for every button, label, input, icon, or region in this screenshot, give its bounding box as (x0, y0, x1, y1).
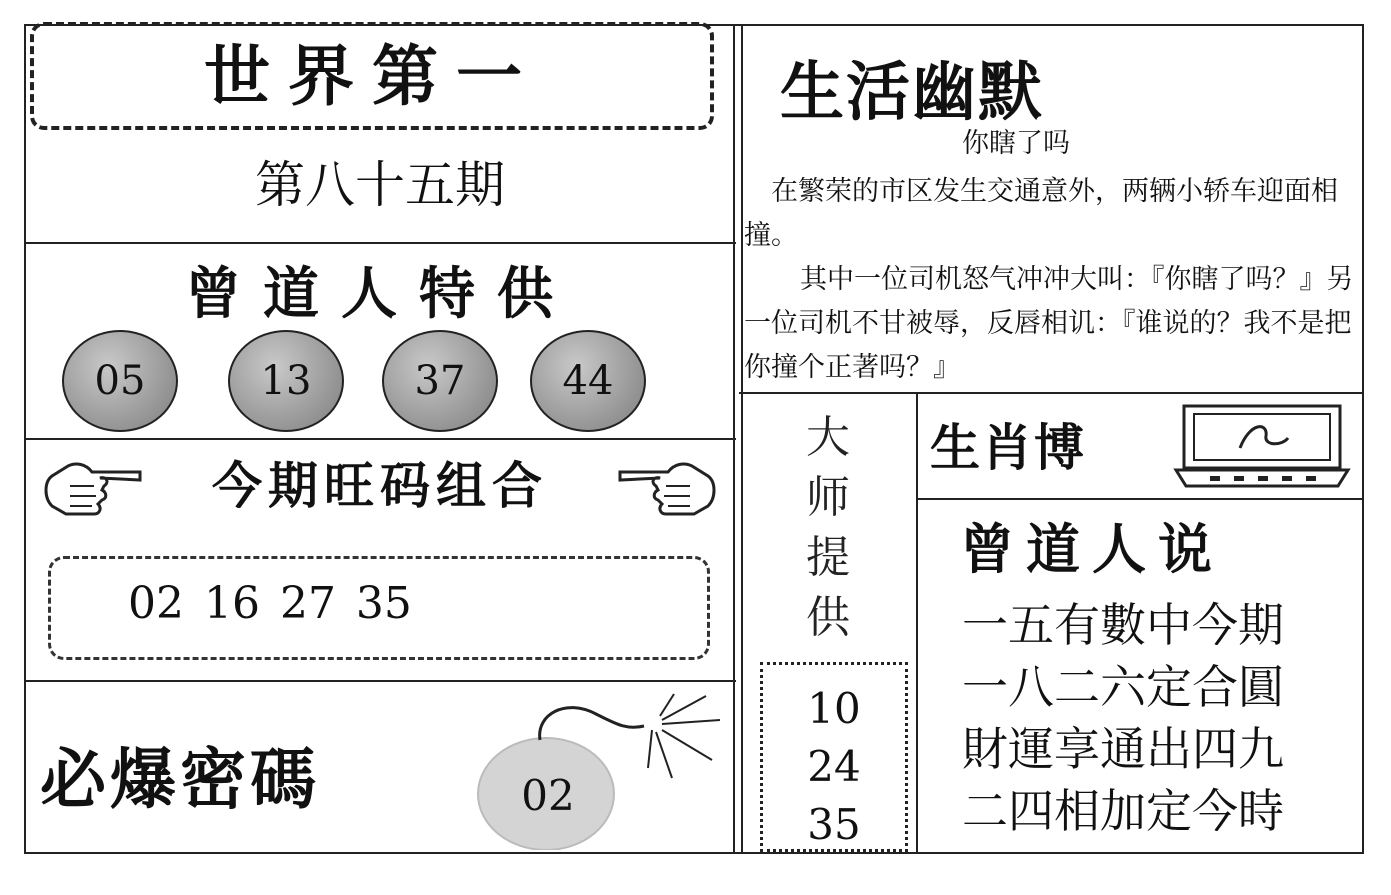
story-paragraph: 其中一位司机怒气冲冲大叫：『你瞎了吗？』另一位司机不甘被辱，反唇相讥：『谁说的？我不是把你撞个正著吗？』 (744, 264, 1354, 383)
divider (739, 392, 1364, 394)
master-label (742, 408, 914, 648)
story-paragraph: 在繁荣的市区发生交通意外，两辆小轿车迎面相撞。 (744, 176, 1338, 251)
humor-story (744, 170, 1358, 390)
poem (962, 594, 1352, 842)
number-ball: 44 (530, 330, 646, 432)
poem-line: 二四相加定今時 (962, 784, 1284, 838)
divider (916, 498, 1364, 500)
number-ball: 37 (382, 330, 498, 432)
secret-number: 02 (521, 771, 575, 820)
computer-icon (1170, 402, 1354, 490)
divider (24, 680, 736, 682)
number-ball: 13 (228, 330, 344, 432)
number-ball: 05 (62, 330, 178, 432)
pointing-hand-icon (40, 450, 144, 520)
issue-number: 第八十五期 (255, 156, 505, 214)
humor-heading: 生活幽默 (780, 56, 1044, 130)
divider (916, 392, 918, 854)
master-number: 10 (807, 684, 861, 733)
zodiac-title: 生肖博 (930, 419, 1086, 477)
humor-subtitle: 你瞎了吗 (962, 128, 1070, 159)
poem-line: 一五有數中今期 (962, 598, 1284, 652)
poem-title: 曾道人说 (960, 518, 1224, 581)
poem-line: 財運享通出四九 (962, 722, 1284, 776)
secret-title: 必爆密碼 (40, 741, 320, 818)
master-char: 师 (806, 472, 850, 523)
master-number: 35 (807, 800, 861, 849)
master-char: 大 (806, 412, 850, 463)
page-title: 世界第一 (204, 38, 540, 115)
divider (24, 242, 736, 244)
divider (24, 438, 736, 440)
master-numbers (760, 680, 908, 854)
pointing-hand-icon (616, 450, 720, 520)
poem-line: 一八二六定合圓 (962, 660, 1284, 714)
special-title: 曾道人特供 (185, 262, 575, 327)
combo-numbers: 02 16 27 35 (128, 578, 412, 629)
master-char: 提 (806, 532, 850, 583)
combo-title: 今期旺码组合 (212, 457, 548, 515)
master-char: 供 (806, 592, 850, 643)
master-number: 24 (807, 742, 861, 791)
